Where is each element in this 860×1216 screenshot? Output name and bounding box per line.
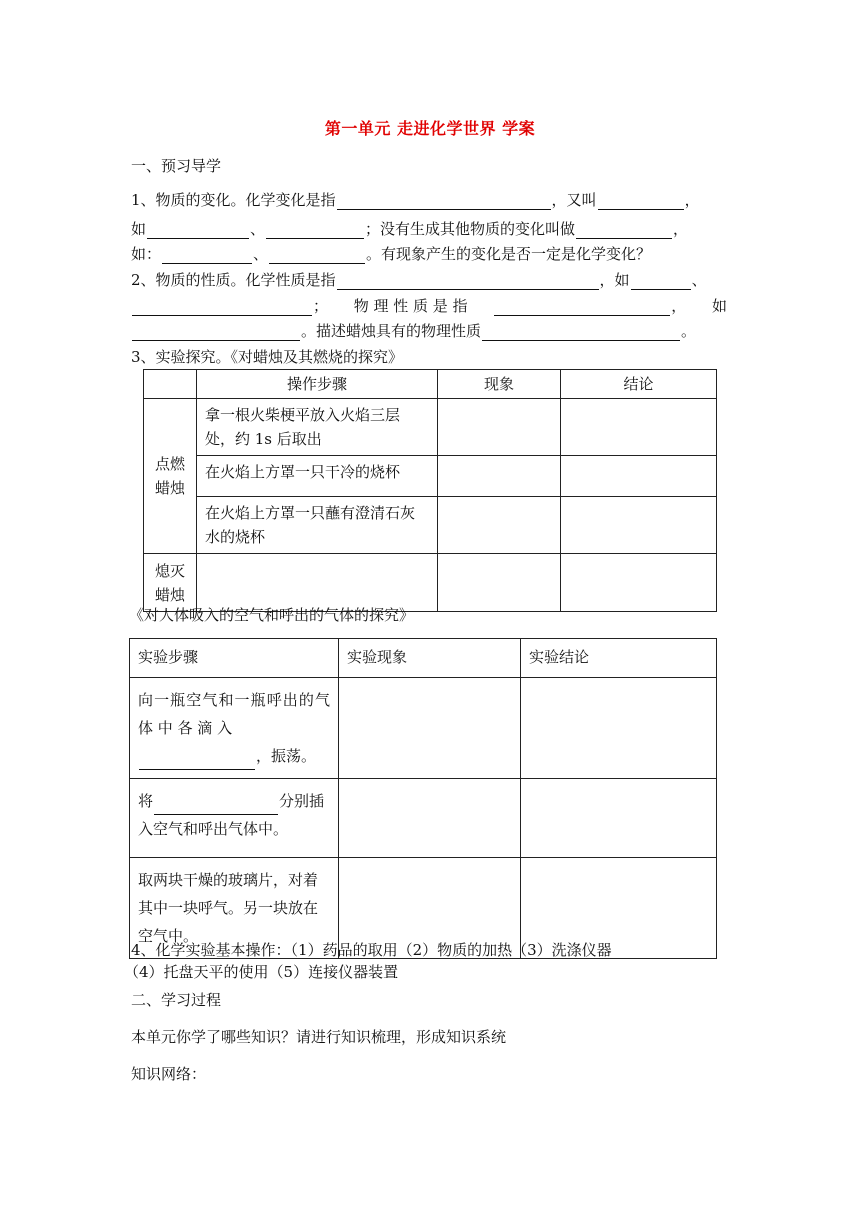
answer-blank[interactable] xyxy=(576,223,672,239)
answer-blank[interactable] xyxy=(132,325,300,341)
table-cell xyxy=(144,370,197,399)
answer-blank[interactable] xyxy=(494,300,670,316)
table-header: 现象 xyxy=(438,370,561,399)
question-4-line-1: 4、化学实验基本操作：（1）药品的取用（2）物质的加热（3）洗涤仪器 xyxy=(131,941,612,959)
conclusion-cell[interactable] xyxy=(521,678,717,779)
question-1-line-3: 如： 、 。有现象产生的变化是否一定是化学变化？ xyxy=(131,245,652,263)
observation-cell[interactable] xyxy=(438,554,561,612)
table-cell: 向一瓶空气和一瓶呼出的气 体 中 各 滴 入 ，振荡。 xyxy=(130,678,339,779)
answer-blank[interactable] xyxy=(139,754,255,770)
group-label: 熄灭蜡烛 xyxy=(144,554,197,612)
answer-blank[interactable] xyxy=(337,274,599,290)
conclusion-cell[interactable] xyxy=(561,554,717,612)
question-3-heading: 3、实验探究。《对蜡烛及其燃烧的探究》 xyxy=(131,348,404,366)
question-1-line-2: 如 、 ；没有生成其他物质的变化叫做 ， xyxy=(131,220,689,238)
answer-blank[interactable] xyxy=(162,248,252,264)
table-cell: 将 分别插入空气和呼出气体中。 xyxy=(130,779,339,858)
table-header: 实验现象 xyxy=(339,639,521,678)
table-cell: 在火焰上方罩一只蘸有澄清石灰水的烧杯 xyxy=(197,497,438,554)
answer-blank[interactable] xyxy=(147,223,249,239)
observation-cell[interactable] xyxy=(339,678,521,779)
answer-blank[interactable] xyxy=(337,194,551,210)
question-1-line-1: 1、物质的变化。化学变化是指 ，又叫 ， xyxy=(131,191,700,209)
answer-blank[interactable] xyxy=(598,194,684,210)
table-cell: 在火焰上方罩一只干冷的烧杯 xyxy=(197,456,438,497)
answer-blank[interactable] xyxy=(132,300,312,316)
question-4-line-2: （4）托盘天平的使用（5）连接仪器装置 xyxy=(124,963,399,981)
question-2-line-3: 。描述蜡烛具有的物理性质 。 xyxy=(131,321,696,341)
section-heading-1: 一、预习导学 xyxy=(131,157,222,175)
conclusion-cell[interactable] xyxy=(561,456,717,497)
table-header: 实验结论 xyxy=(521,639,717,678)
answer-blank[interactable] xyxy=(631,274,691,290)
table-cell: 取两块干燥的玻璃片，对着其中一块呼气。另一块放在空气中。 xyxy=(130,858,339,959)
table-cell[interactable] xyxy=(197,554,438,612)
answer-blank[interactable] xyxy=(266,223,364,239)
observation-cell[interactable] xyxy=(339,779,521,858)
paragraph-knowledge-network: 知识网络： xyxy=(131,1065,207,1083)
observation-cell[interactable] xyxy=(438,399,561,456)
observation-cell[interactable] xyxy=(438,456,561,497)
table-header: 操作步骤 xyxy=(197,370,438,399)
question-2-line-2: ； 物 理 性 质 是 指 ， 如 xyxy=(131,296,727,316)
table-cell: 拿一根火柴梗平放入火焰三层处，约 1s 后取出 xyxy=(197,399,438,456)
section-heading-2: 二、学习过程 xyxy=(131,991,222,1009)
paragraph-knowledge-review: 本单元你学了哪些知识？请进行知识梳理，形成知识系统 xyxy=(131,1028,507,1046)
observation-cell[interactable] xyxy=(438,497,561,554)
answer-blank[interactable] xyxy=(269,248,365,264)
breath-experiment-table xyxy=(129,638,717,959)
answer-blank[interactable] xyxy=(154,799,278,815)
conclusion-cell[interactable] xyxy=(521,779,717,858)
page-title: 第一单元 走进化学世界 学案 xyxy=(324,119,536,138)
conclusion-cell[interactable] xyxy=(561,497,717,554)
candle-experiment-table xyxy=(143,369,717,612)
answer-blank[interactable] xyxy=(482,325,680,341)
sub-experiment-title: 《对人体吸入的空气和呼出的气体的探究》 xyxy=(129,606,415,624)
table-header: 实验步骤 xyxy=(130,639,339,678)
question-2-line-1: 2、物质的性质。化学性质是指 ，如 、 xyxy=(131,271,707,289)
conclusion-cell[interactable] xyxy=(561,399,717,456)
table-header: 结论 xyxy=(561,370,717,399)
group-label: 点燃蜡烛 xyxy=(144,399,197,554)
